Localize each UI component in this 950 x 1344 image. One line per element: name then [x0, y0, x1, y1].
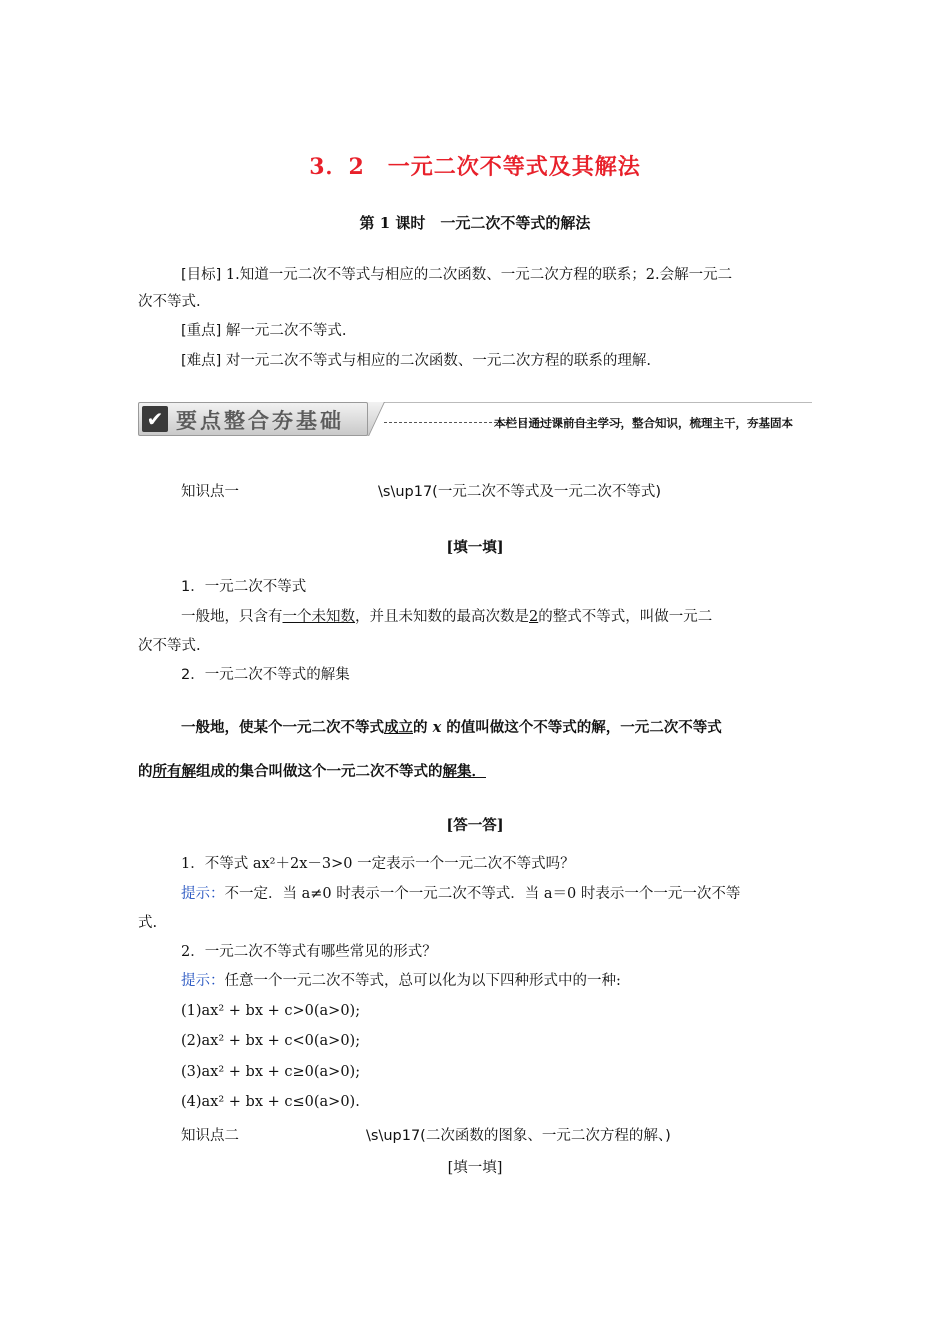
kp1-item1-line2: 次不等式.: [138, 638, 201, 654]
answer-2-text: 任意一个一元二次不等式，总可以化为以下四种形式中的一种:: [224, 973, 621, 989]
item2-text-c: 的值叫做这个不等式的解，一元二次不等式: [441, 720, 722, 736]
banner-title: 要点整合夯基础: [176, 409, 344, 433]
item1-text-b: ，并且未知数的最高次数是: [355, 609, 529, 625]
question-2: 2．一元二次不等式有哪些常见的形式？: [181, 944, 437, 960]
banner-top-line: [374, 402, 812, 403]
kp1-item2-line2: [138, 762, 504, 782]
goal-tag: [目标]: [181, 267, 222, 283]
form-item: (4)ax² + bx + c≤0(a>0).: [181, 1094, 360, 1110]
item2-underline-2: 所有解: [152, 764, 196, 780]
kp1-item2-line1: [181, 718, 722, 738]
page-title: 3．2 一元二次不等式及其解法: [309, 154, 641, 180]
kp2-fill-heading: [填一填]: [447, 1160, 503, 1176]
banner-note: 本栏目通过课前自主学习，整合知识，梳理主干，夯基固本: [494, 416, 793, 430]
hint-label-2: 提示：: [181, 973, 225, 989]
kp2-field: \s\up17(二次函数的图象、一元二次方程的解、): [366, 1128, 671, 1144]
hard-tag: [难点]: [181, 353, 222, 369]
section-banner: [138, 402, 812, 436]
key-line: [181, 321, 347, 341]
kp1-item2-title: 2．一元二次不等式的解集: [181, 667, 350, 683]
hint-label-1: 提示：: [181, 886, 225, 902]
lesson-subtitle: 第 1 课时 一元二次不等式的解法: [359, 214, 591, 232]
kp1-item1-title: 1．一元二次不等式: [181, 579, 307, 595]
item1-text-c: 的整式不等式，叫做一元二: [538, 609, 713, 625]
kp1-field: \s\up17(一元二次不等式及一元二次不等式): [378, 484, 661, 500]
item2-text-a: 一般地，使某个一元二次不等式: [181, 720, 384, 736]
item2-text-b: 的: [413, 720, 433, 736]
kp2-label: 知识点二: [181, 1128, 239, 1144]
kp1-answer-heading: [答一答]: [446, 817, 504, 834]
goal-line-2: 次不等式.: [138, 294, 201, 310]
item2-underline-1: 成立: [384, 720, 413, 736]
hard-text: 对一元二次不等式与相应的二次函数、一元二次方程的联系的理解.: [221, 353, 652, 369]
form-item: (3)ax² + bx + c≥0(a>0);: [181, 1064, 361, 1080]
answer-2: [181, 971, 621, 991]
form-item: (2)ax² + bx + c<0(a>0);: [181, 1033, 361, 1049]
hard-line: [181, 351, 651, 371]
key-tag: [重点]: [181, 323, 222, 339]
item2-text-d: 的: [138, 764, 153, 780]
item1-underline-1: 一个未知数: [282, 609, 355, 625]
kp1-label: 知识点一: [181, 484, 239, 500]
answer-1-text: 不一定．当 a≠0 时表示一个一元二次不等式．当 a＝0 时表示一个一元一次不等: [224, 886, 741, 902]
item2-underline-tail: [486, 764, 504, 780]
goal-text: 1.知道一元二次不等式与相应的二次函数、一元二次方程的联系；2.会解一元二: [221, 267, 733, 283]
form-item: (1)ax² + bx + c>0(a>0);: [181, 1003, 361, 1019]
answer-1-line1: [181, 884, 740, 904]
answer-1-line2: 式.: [138, 915, 158, 931]
item1-underline-2: 2: [529, 609, 539, 625]
checkmark-icon: ✔: [142, 406, 168, 432]
key-text: 解一元二次不等式.: [221, 323, 347, 339]
item2-text-e: 组成的集合叫做这个一元二次不等式的: [196, 764, 443, 780]
goal-line-1: [181, 265, 732, 285]
item1-text-a: 一般地，只含有: [181, 609, 283, 625]
question-1: 1．不等式 ax²＋2x－3>0 一定表示一个一元二次不等式吗？: [181, 856, 575, 872]
kp1-item1-line1: [181, 607, 712, 627]
kp1-fill-heading: [填一填]: [446, 539, 504, 556]
item2-var-x: x: [432, 719, 442, 736]
item2-underline-3: 解集．: [442, 764, 486, 780]
